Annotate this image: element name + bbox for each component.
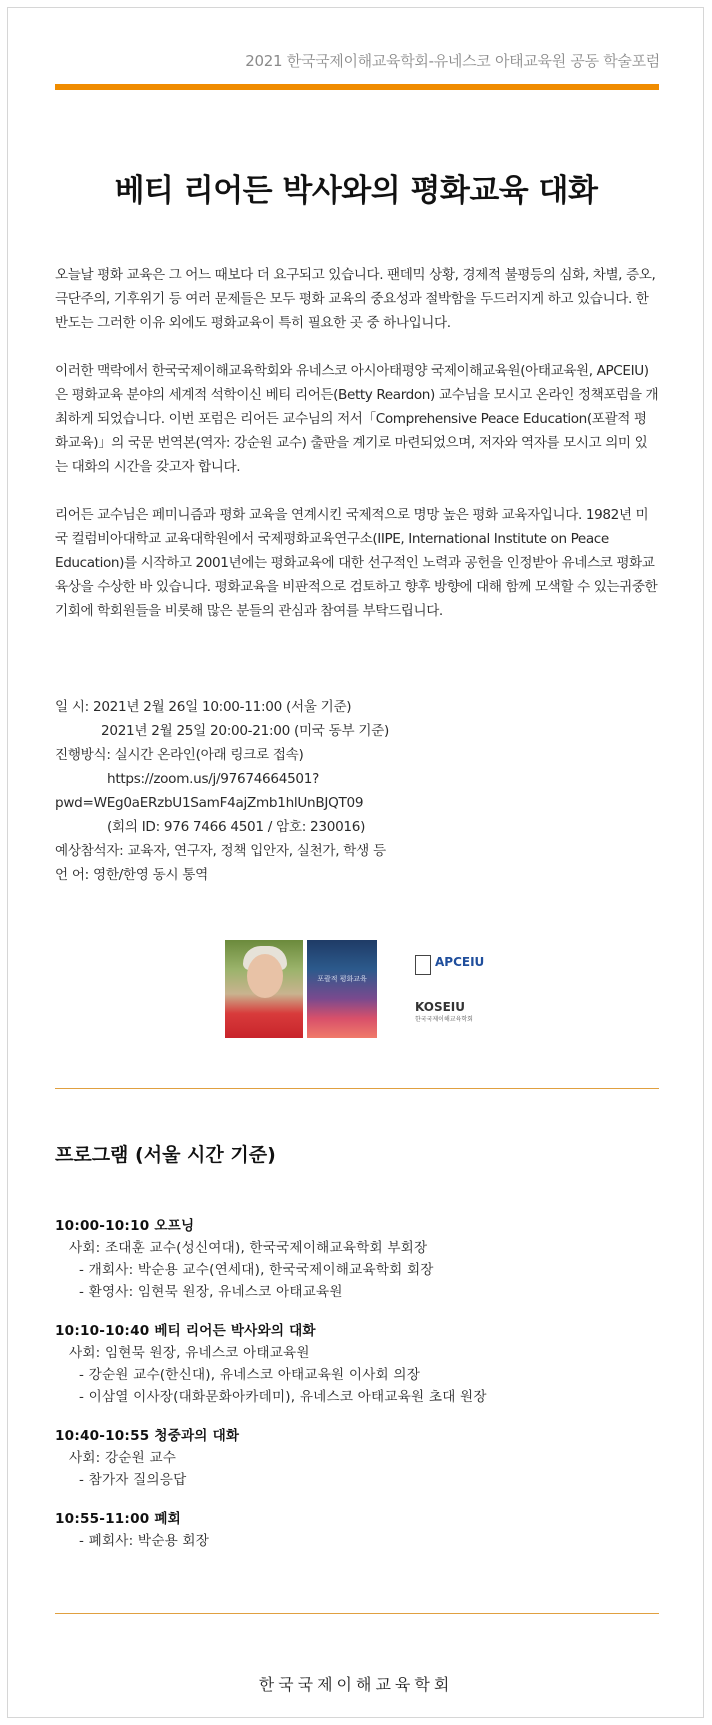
meeting-id: (회의 ID: 976 7466 4501 / 암호: 230016) xyxy=(107,819,366,835)
participants-line: 예상참석자: 교육자, 연구자, 정책 입안자, 실천가, 학생 등 xyxy=(55,843,386,859)
session-time: 10:10-10:40 베티 리어든 박사와의 대화 xyxy=(55,1323,316,1339)
reardon-photo xyxy=(225,940,303,1038)
apceiu-logo: APCEIU xyxy=(415,955,487,981)
paragraph-1: 오늘날 평화 교육은 그 어느 때보다 더 요구되고 있습니다. 팬데믹 상황, 경제적 불평등의 심화, 차별, 증오, 극단주의, 기후위기 등 여러 문제들은 모두 평화 교육의 중요성과 절박함을 두드러지게 하고 있습니다. 한반도는 그러한 이유 외에도 평화교육이 특히 필요한 곳 중 하나입니다. xyxy=(55,267,656,331)
session-time: 10:40-10:55 청중과의 대화 xyxy=(55,1428,240,1444)
session-time: 10:00-10:10 오프닝 xyxy=(55,1218,195,1234)
book-cover xyxy=(307,940,377,1038)
session-dialogue xyxy=(55,1320,659,1408)
date-line-us: 2021년 2월 25일 20:00-21:00 (미국 동부 기준) xyxy=(101,723,390,739)
event-info xyxy=(55,695,659,887)
session-mc: 사회: 강순원 교수 xyxy=(69,1450,177,1466)
zoom-link-cont[interactable]: pwd=WEg0aERzbU1SamF4ajZmb1hlUnBJQT09 xyxy=(55,795,364,811)
session-audience xyxy=(55,1425,659,1491)
program-list xyxy=(55,1215,659,1569)
koseiu-logo: KOSEIU 한국국제이해교육학회 xyxy=(415,1000,473,1023)
section-divider xyxy=(55,1088,659,1089)
unesco-icon xyxy=(415,955,431,975)
session-item: - 개회사: 박순용 교수(연세대), 한국국제이해교육학회 회장 xyxy=(79,1262,434,1278)
session-item: - 폐회사: 박순용 회장 xyxy=(79,1533,210,1549)
book-title: 포괄적 평화교육 xyxy=(317,975,367,983)
intro-text xyxy=(55,263,659,647)
session-item: - 환영사: 임현묵 원장, 유네스코 아태교육원 xyxy=(79,1284,343,1300)
session-closing xyxy=(55,1508,659,1552)
page-title: 베티 리어든 박사와의 평화교육 대화 xyxy=(114,173,598,209)
session-time: 10:55-11:00 폐회 xyxy=(55,1511,181,1527)
paragraph-2: 이러한 맥락에서 한국국제이해교육학회와 유네스코 아시아태평양 국제이해교육원(아태교육원, APCEIU)은 평화교육 분야의 세계적 석학이신 베티 리어든(Betty Reardon) 교수님을 모시고 온라인 정책포럼을 개최하게 되었습니다. 이번 포럼은 리어든 교수님의 저서「Comprehensive Peace Education(포괄적 평화교육)」의 국문 번역본(역자: 강순원 교수) 출판을 계기로 마련되었으며, 저자와 역자를 모시고 의미 있는 대화의 시간을 갖고자 합니다. xyxy=(55,363,659,475)
session-item: - 참가자 질의응답 xyxy=(79,1472,187,1488)
method-line: 진행방식: 실시간 온라인(아래 링크로 접속) xyxy=(55,747,304,763)
footer-divider xyxy=(55,1613,659,1614)
program-title: 프로그램 (서울 시간 기준) xyxy=(55,1144,276,1166)
date-line: 일 시: 2021년 2월 26일 10:00-11:00 (서울 기준) xyxy=(55,699,352,715)
session-mc: 사회: 조대훈 교수(성신여대), 한국국제이해교육학회 부회장 xyxy=(69,1240,428,1256)
images-row xyxy=(225,940,625,1040)
header-divider xyxy=(55,84,659,90)
language-line: 언 어: 영한/한영 동시 통역 xyxy=(55,867,208,883)
session-mc: 사회: 임현묵 원장, 유네스코 아태교육원 xyxy=(69,1345,310,1361)
zoom-link[interactable]: https://zoom.us/j/97674664501? xyxy=(107,771,320,787)
footer-org: 한국국제이해교육학회 xyxy=(258,1675,454,1694)
session-item: - 강순원 교수(한신대), 유네스코 아태교육원 이사회 의장 xyxy=(79,1367,421,1383)
forum-header: 2021 한국국제이해교육학회-유네스코 아태교육원 공동 학술포럼 xyxy=(245,52,660,70)
session-opening xyxy=(55,1215,659,1303)
session-item: - 이삼열 이사장(대화문화아카데미), 유네스코 아태교육원 초대 원장 xyxy=(79,1389,487,1405)
paragraph-3: 리어든 교수님은 페미니즘과 평화 교육을 연계시킨 국제적으로 명망 높은 평화 교육자입니다. 1982년 미국 컬럼비아대학교 교육대학원에서 국제평화교육연구소(IIPE, International Institute on Peace Education)를 시작하고 2001년에는 평화교육에 대한 선구적인 노력과 공헌을 인정받아 유네스코 평화교육상을 수상한 바 있습니다. 평화교육을 비판적으로 검토하고 향후 방향에 대해 함께 모색할 수 있는귀중한 기회에 학회원들을 비롯해 많은 분들의 관심과 참여를 부탁드립니다. xyxy=(55,507,658,619)
